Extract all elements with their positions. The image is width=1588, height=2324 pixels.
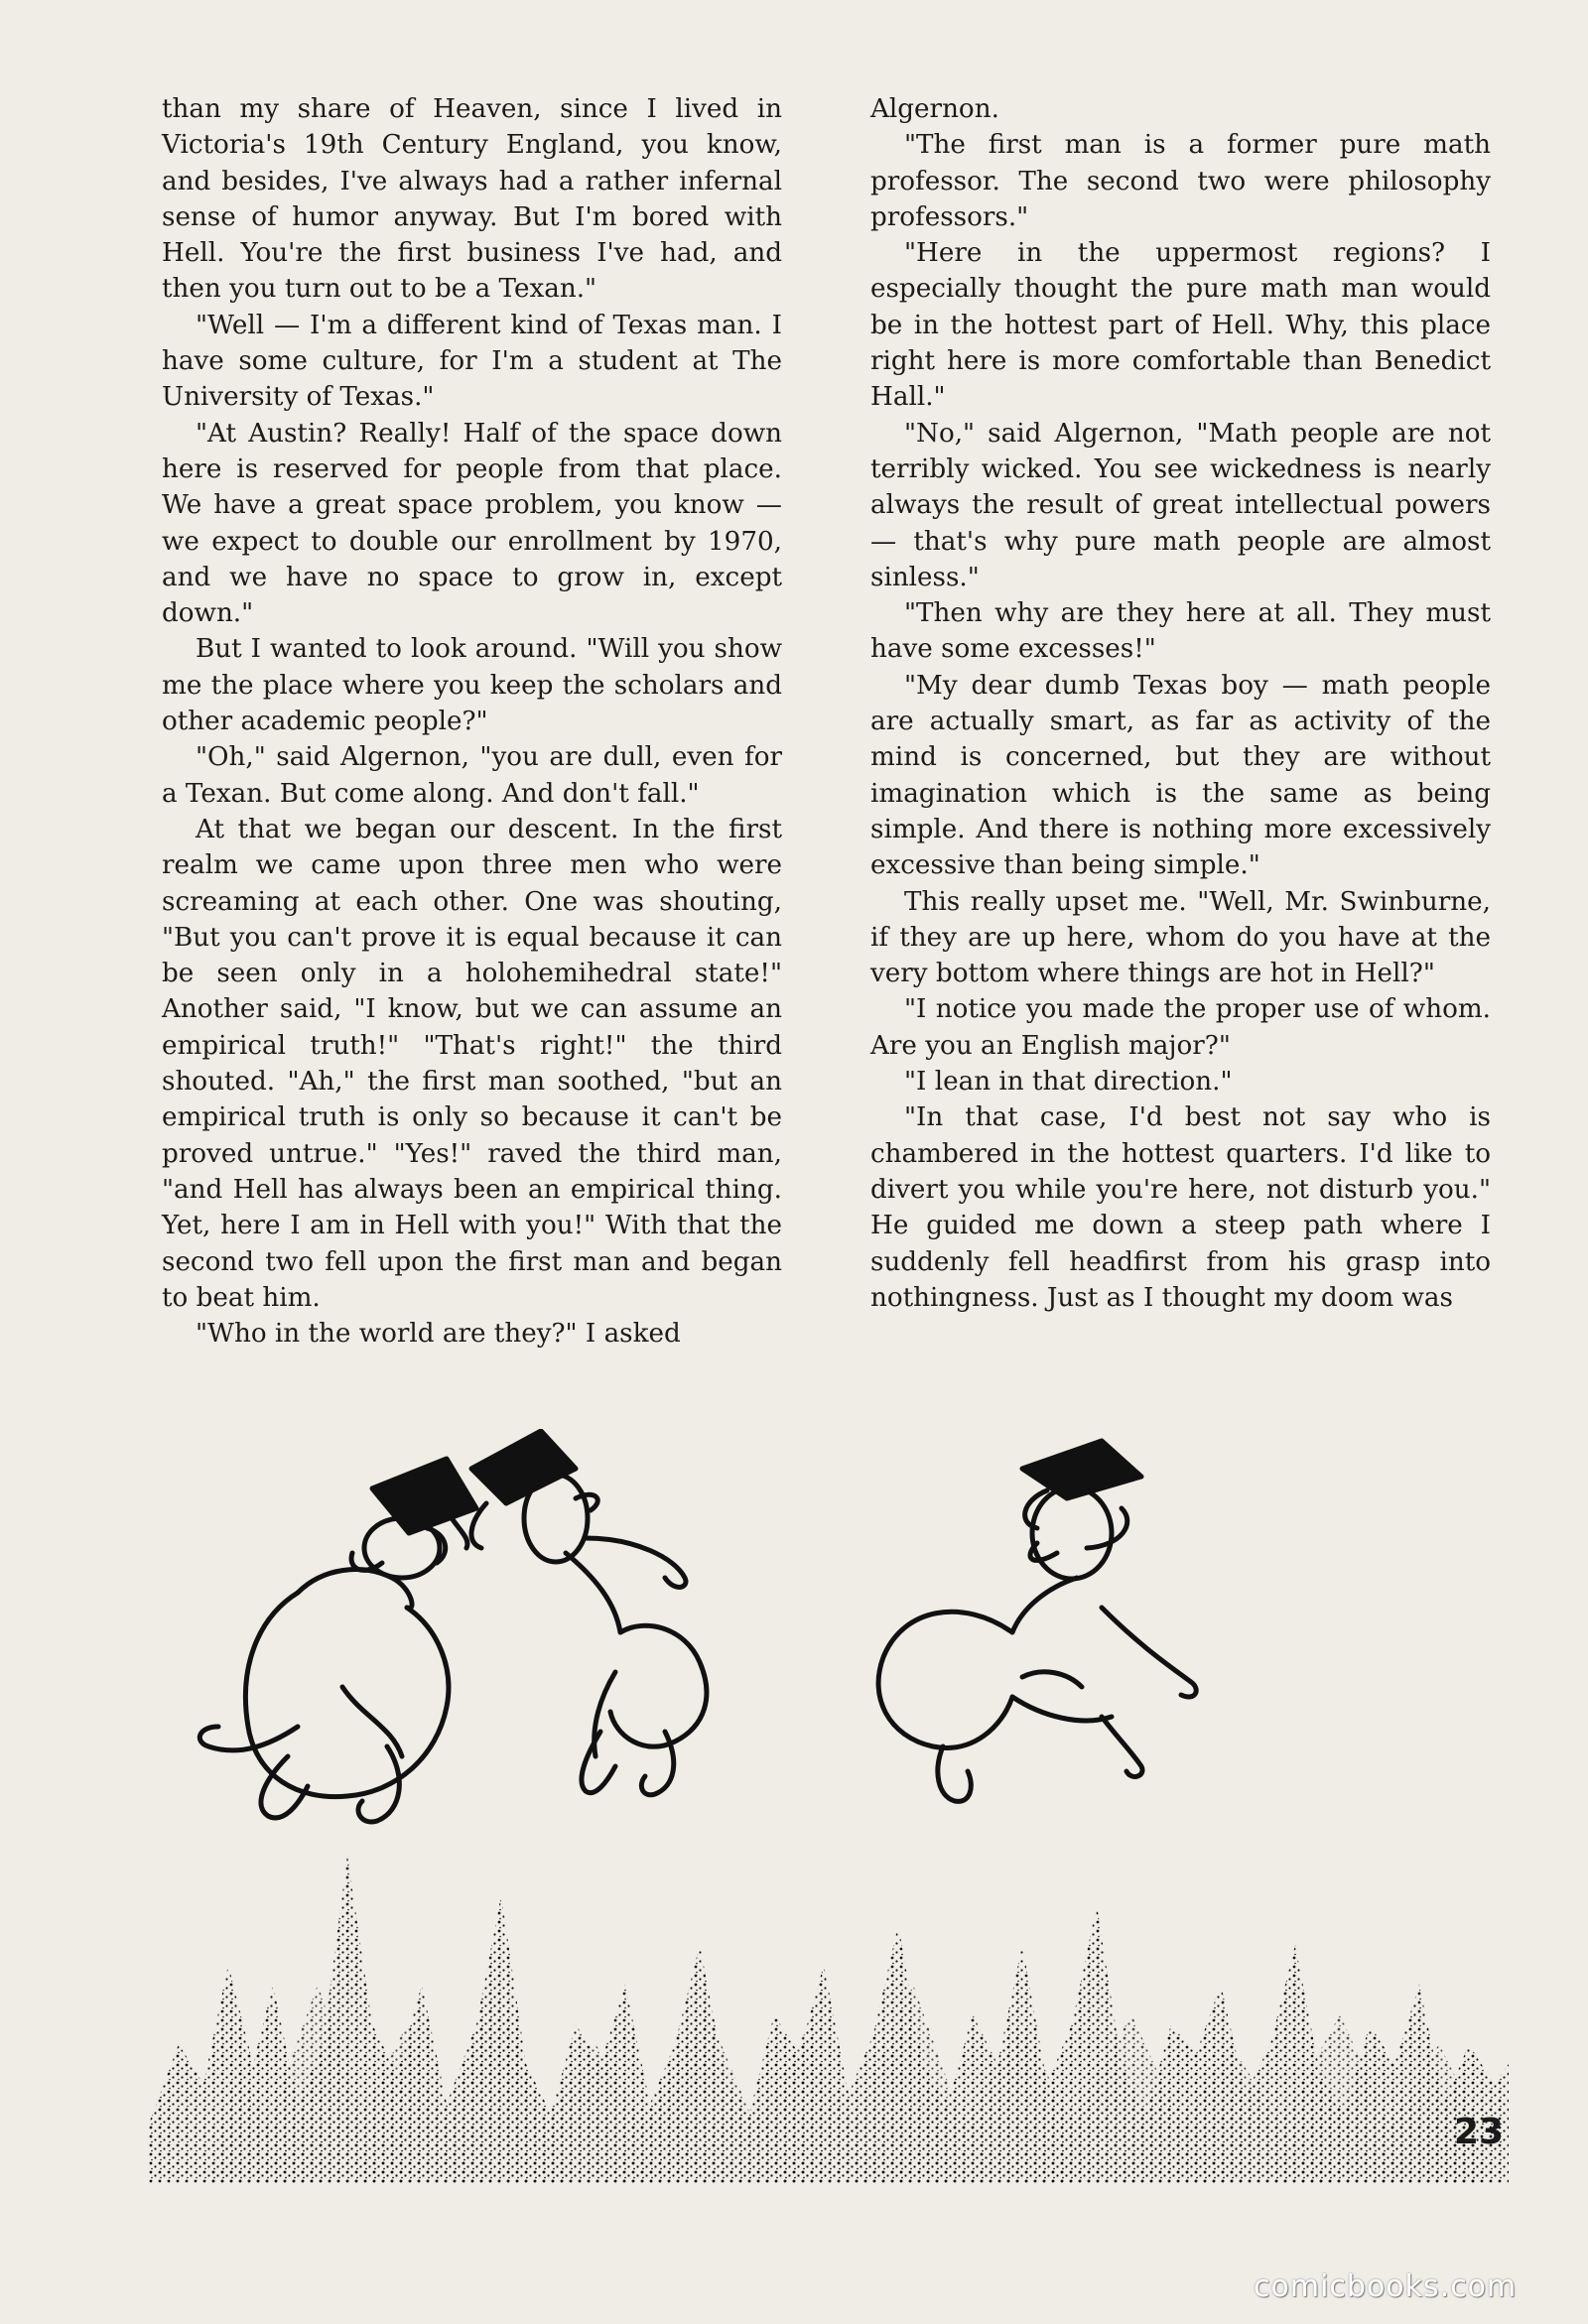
paragraph: "In that case, I'd best not say who is chambered in the hottest quarters. I'd like to divert you while you're here, not disturb you." He guided me down a steep path where I suddenly fell headfirst from his grasp into nothingness. Just as I thought my doom was <box>870 1102 1491 1313</box>
paragraph: "Well — I'm a different kind of Texas man. I have some culture, for I'm a student at The University of Texas." <box>162 310 782 413</box>
article-column-left <box>162 91 782 1352</box>
falling-professor-figure <box>471 1431 707 1795</box>
paragraph: "The first man is a former pure math professor. The second two were philosophy professors." <box>870 130 1491 232</box>
paragraph: "I notice you made the proper use of whom. Are you an English major?" <box>870 994 1491 1061</box>
paragraph: "Oh," said Algernon, "you are dull, even for a Texan. But come along. And don't fall." <box>162 742 782 809</box>
paragraph: But I wanted to look around. "Will you show me the place where you keep the scholars and other academic people?" <box>162 634 782 737</box>
paragraph: "My dear dumb Texas boy — math people are actually smart, as far as activity of the mind is concerned, but they are without imagination which is the same as being simple. And there is nothing more excessively excessive than being simple." <box>870 670 1491 881</box>
page-number: 23 <box>1454 2112 1505 2152</box>
paragraph: "At Austin? Really! Half of the space down here is reserved for people from that place. We have a great space problem, you know — we expect to double our enrollment by 1970, and we have no space to grow in, except down." <box>162 418 782 629</box>
paragraph: "I lean in that direction." <box>904 1067 1233 1097</box>
paragraph: Algernon. <box>870 94 999 124</box>
paragraph: This really upset me. "Well, Mr. Swinburne, if they are up here, whom do you have at the very bottom where things are hot in Hell?" <box>870 886 1491 989</box>
cartoon-illustration <box>149 1429 1509 2183</box>
paragraph: than my share of Heaven, since I lived in Victoria's 19th Century England, you know, and besides, I've always had a rather infernal sense of humor anyway. But I'm bored with Hell. You're the first business I've had, and then you turn out to be a Texan." <box>162 94 782 305</box>
falling-professor-figure <box>878 1441 1196 1801</box>
watermark: comicbooks.com <box>1254 2269 1518 2304</box>
stippled-flames <box>149 1856 1509 2183</box>
paragraph: "Then why are they here at all. They must have some excesses!" <box>870 598 1491 665</box>
paragraph: At that we began our descent. In the first realm we came upon three men who were screaming at each other. One was shouting, "But you can't prove it is equal because it can be seen only in a holohemihedral state!" Another said, "I know, but we can assume an empirical truth!" "That's right!" the third shouted. "Ah," the first man soothed, "but an empirical truth is only so because it can't be proved untrue." "Yes!" raved the third man, "and Hell has always been an empirical thing. Yet, here I am in Hell with you!" With that the second two fell upon the first man and began to beat him. <box>162 814 782 1313</box>
paragraph: "Who in the world are they?" I asked <box>196 1319 681 1350</box>
falling-professor-figure <box>199 1459 476 1822</box>
article-column-right <box>870 91 1491 1316</box>
paragraph: "No," said Algernon, "Math people are not terribly wicked. You see wickedness is nearly always the result of great intellectual powers — that's why pure math people are almost sinless." <box>870 418 1491 592</box>
paragraph: "Here in the uppermost regions? I especially thought the pure math man would be in the hottest part of Hell. Why, this place right here is more comfortable than Benedict Hall." <box>870 238 1491 413</box>
